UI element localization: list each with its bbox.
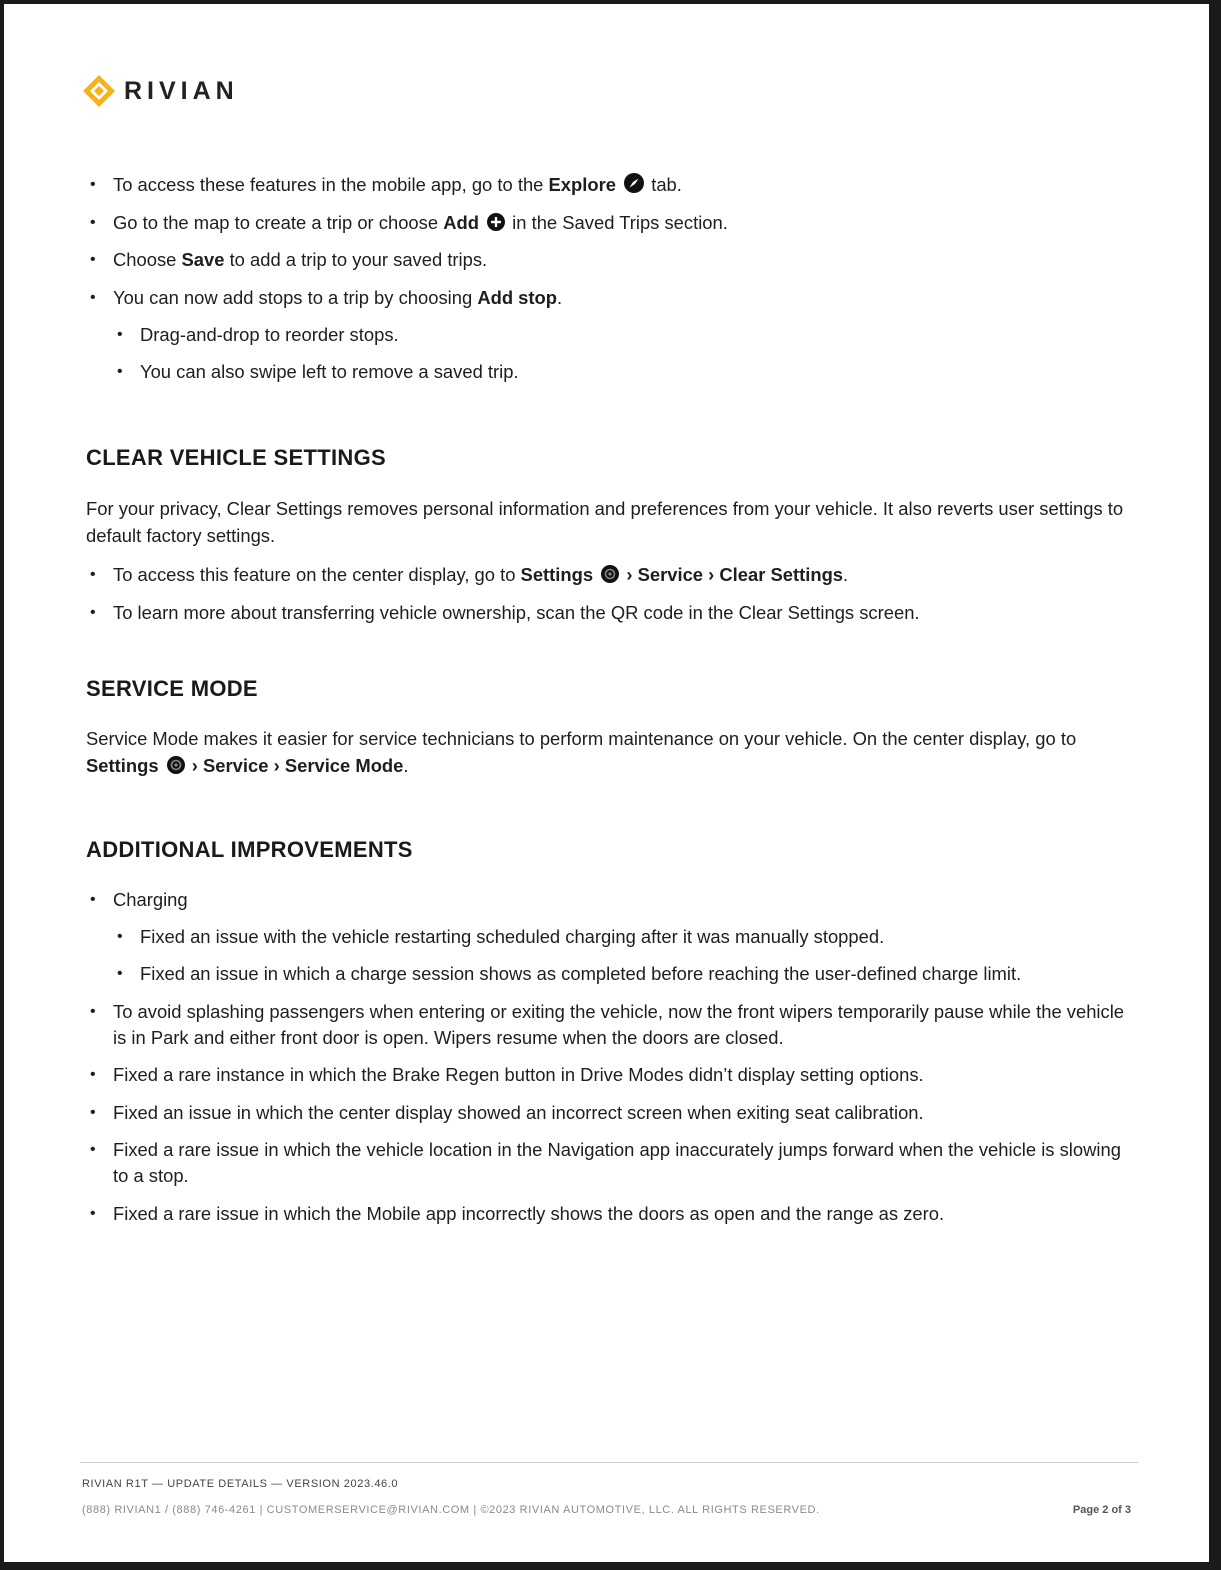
improvements-bullet-list bbox=[86, 887, 1126, 1227]
sub-bullet-list bbox=[113, 322, 1126, 386]
gear-icon bbox=[601, 565, 619, 583]
list-item: • Fixed a rare issue in which the Mobile app incorrectly shows the doors as open and the range as zero. bbox=[86, 1201, 1126, 1227]
rivian-mark-icon bbox=[82, 74, 116, 108]
list-item: • To learn more about transferring vehicle ownership, scan the QR code in the Clear Settings screen. bbox=[86, 600, 1126, 626]
clear-settings-bullet-list bbox=[86, 562, 1126, 626]
footer-document-title: RIVIAN R1T — UPDATE DETAILS — VERSION 2023.46.0 bbox=[82, 1478, 399, 1490]
list-item: • Charging • Fixed an issue with the vehicle restarting scheduled charging after it was manually stopped. • Fixed an issue in which a charge session shows as completed before reaching the user-defined charge limit. bbox=[86, 887, 1126, 988]
rivian-logo bbox=[82, 74, 239, 108]
list-item: • Fixed an issue with the vehicle restarting scheduled charging after it was manually stopped. bbox=[113, 924, 1126, 950]
document-page bbox=[4, 4, 1209, 1562]
document-body bbox=[86, 172, 1126, 1238]
list-item: • Go to the map to create a trip or choose Add in the Saved Trips section. bbox=[86, 210, 1126, 236]
list-item: • Fixed an issue in which a charge session shows as completed before reaching the user-defined charge limit. bbox=[113, 961, 1126, 987]
list-item: • Choose Save to add a trip to your saved trips. bbox=[86, 247, 1126, 273]
list-item: • You can also swipe left to remove a saved trip. bbox=[113, 359, 1126, 385]
page-number: Page 2 of 3 bbox=[1072, 1504, 1131, 1516]
clear-settings-paragraph: For your privacy, Clear Settings removes personal information and preferences from your vehicle. It also reverts user settings to default factory settings. bbox=[86, 498, 1124, 546]
section-heading-service-mode: SERVICE MODE bbox=[86, 675, 258, 701]
list-item: • To access this feature on the center display, go to Settings › Service › Clear Settings. bbox=[86, 562, 1126, 588]
list-item: • Fixed an issue in which the center display showed an incorrect screen when exiting seat calibration. bbox=[86, 1100, 1126, 1126]
list-item: • Fixed a rare issue in which the vehicle location in the Navigation app inaccurately jumps forward when the vehicle is slowing to a stop. bbox=[86, 1137, 1126, 1189]
rivian-wordmark: RIVIAN bbox=[124, 76, 239, 105]
service-mode-paragraph: Service Mode makes it easier for service technicians to perform maintenance on your vehicle. On the center display, go to Settings › Service › Service Mode. bbox=[86, 727, 1077, 776]
gear-icon bbox=[167, 756, 185, 774]
intro-bullet-list bbox=[86, 172, 1126, 385]
footer-divider bbox=[80, 1462, 1138, 1463]
list-item: • You can now add stops to a trip by choosing Add stop. • Drag-and-drop to reorder stops. • You can also swipe left to remove a saved trip. bbox=[86, 285, 1126, 386]
section-heading-clear-settings: CLEAR VEHICLE SETTINGS bbox=[86, 445, 386, 470]
footer-contact-info: (888) RIVIAN1 / (888) 746-4261 | CUSTOMERSERVICE@RIVIAN.COM | ©2023 RIVIAN AUTOMOTIVE, LLC. ALL RIGHTS RESERVED. bbox=[82, 1504, 820, 1516]
plus-circle-icon bbox=[487, 213, 505, 231]
section-heading-additional-improvements: ADDITIONAL IMPROVEMENTS bbox=[86, 836, 413, 862]
sub-bullet-list bbox=[113, 924, 1126, 988]
list-item: • Fixed a rare instance in which the Brake Regen button in Drive Modes didn’t display setting options. bbox=[86, 1062, 1126, 1088]
list-item: • Drag-and-drop to reorder stops. bbox=[113, 322, 1126, 348]
list-item: • To access these features in the mobile app, go to the Explore tab. bbox=[86, 172, 1126, 198]
compass-icon bbox=[624, 173, 644, 193]
list-item: • To avoid splashing passengers when entering or exiting the vehicle, now the front wipers temporarily pause while the vehicle is in Park and either front door is open. Wipers resume when the doors are closed. bbox=[86, 999, 1126, 1051]
